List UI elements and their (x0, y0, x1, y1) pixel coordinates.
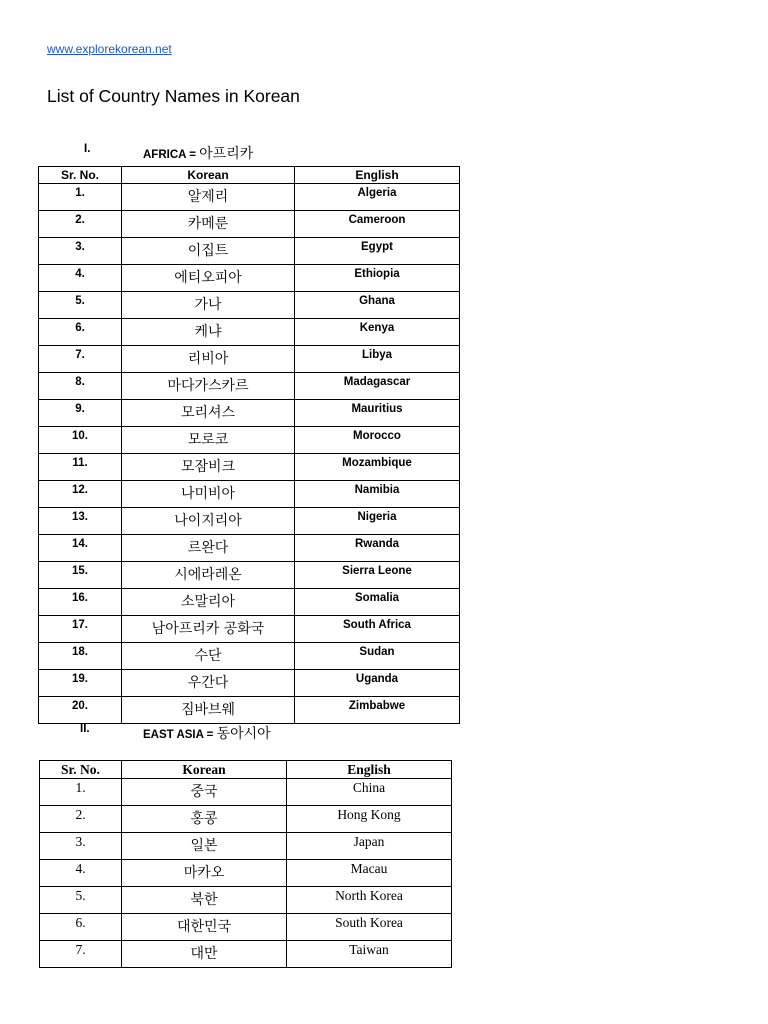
section-label-text: EAST ASIA = (143, 729, 214, 741)
english-name-cell: Namibia (295, 481, 460, 508)
korean-name-cell: 나미비아 (122, 481, 295, 508)
english-name-cell: South Africa (295, 616, 460, 643)
english-name-cell: Libya (295, 346, 460, 373)
table-row (39, 643, 460, 670)
english-name-cell: Cameroon (295, 211, 460, 238)
english-name-cell: Mozambique (295, 454, 460, 481)
korean-name-cell: 대한민국 (122, 914, 287, 941)
korean-name-cell: 알제리 (122, 184, 295, 211)
table-row (39, 697, 460, 724)
sr-no-cell: 7. (40, 941, 122, 968)
english-name-cell: Sierra Leone (295, 562, 460, 589)
english-name-cell: Sudan (295, 643, 460, 670)
column-header-sr-no: Sr. No. (39, 167, 122, 184)
table-row (40, 833, 452, 860)
english-name-cell: Ghana (295, 292, 460, 319)
korean-name-cell: 마다가스카르 (122, 373, 295, 400)
korean-name-cell: 가나 (122, 292, 295, 319)
page-title: List of Country Names in Korean (47, 86, 300, 106)
column-header-korean: Korean (122, 167, 295, 184)
sr-no-cell: 15. (39, 562, 122, 589)
korean-name-cell: 홍콩 (122, 806, 287, 833)
table-row (39, 400, 460, 427)
korean-name-cell: 이집트 (122, 238, 295, 265)
english-name-cell: Uganda (295, 670, 460, 697)
sr-no-cell: 3. (40, 833, 122, 860)
korean-name-cell: 에티오피아 (122, 265, 295, 292)
column-header-english: English (287, 761, 452, 779)
korean-name-cell: 일본 (122, 833, 287, 860)
section-number: II. (80, 723, 90, 735)
table-row (39, 562, 460, 589)
table-row (39, 454, 460, 481)
english-name-cell: North Korea (287, 887, 452, 914)
table-header-row (40, 761, 452, 779)
sr-no-cell: 2. (39, 211, 122, 238)
sr-no-cell: 9. (39, 400, 122, 427)
english-name-cell: Zimbabwe (295, 697, 460, 724)
english-name-cell: Rwanda (295, 535, 460, 562)
english-name-cell: Macau (287, 860, 452, 887)
korean-name-cell: 우간다 (122, 670, 295, 697)
korean-name-cell: 모리셔스 (122, 400, 295, 427)
table-row (40, 779, 452, 806)
sr-no-cell: 6. (39, 319, 122, 346)
section-number: I. (84, 143, 91, 155)
table-row (39, 373, 460, 400)
table-row (39, 670, 460, 697)
sr-no-cell: 1. (40, 779, 122, 806)
east-asia-table (39, 760, 452, 968)
table-row (40, 914, 452, 941)
sr-no-cell: 12. (39, 481, 122, 508)
sr-no-cell: 4. (39, 265, 122, 292)
english-name-cell: Ethiopia (295, 265, 460, 292)
sr-no-cell: 19. (39, 670, 122, 697)
table-row (39, 346, 460, 373)
table-row (39, 184, 460, 211)
english-name-cell: Nigeria (295, 508, 460, 535)
sr-no-cell: 5. (39, 292, 122, 319)
sr-no-cell: 6. (40, 914, 122, 941)
english-name-cell: South Korea (287, 914, 452, 941)
table-row (39, 508, 460, 535)
table-row (39, 616, 460, 643)
english-name-cell: Somalia (295, 589, 460, 616)
sr-no-cell: 3. (39, 238, 122, 265)
korean-name-cell: 마카오 (122, 860, 287, 887)
website-link[interactable]: www.explorekorean.net (47, 42, 172, 56)
table-row (40, 941, 452, 968)
english-name-cell: Hong Kong (287, 806, 452, 833)
sr-no-cell: 8. (39, 373, 122, 400)
sr-no-cell: 4. (40, 860, 122, 887)
english-name-cell: Kenya (295, 319, 460, 346)
korean-name-cell: 중국 (122, 779, 287, 806)
table-row (40, 860, 452, 887)
table-row (39, 427, 460, 454)
africa-table (38, 166, 460, 724)
sr-no-cell: 18. (39, 643, 122, 670)
table-row (39, 589, 460, 616)
section-label (143, 143, 253, 163)
section-label-korean: 아프리카 (199, 146, 254, 162)
english-name-cell: Mauritius (295, 400, 460, 427)
section-label-korean: 동아시아 (216, 726, 271, 742)
korean-name-cell: 소말리아 (122, 589, 295, 616)
sr-no-cell: 1. (39, 184, 122, 211)
sr-no-cell: 11. (39, 454, 122, 481)
table-row (39, 292, 460, 319)
table-row (39, 535, 460, 562)
table-row (39, 481, 460, 508)
korean-name-cell: 모로코 (122, 427, 295, 454)
english-name-cell: Egypt (295, 238, 460, 265)
korean-name-cell: 시에라레온 (122, 562, 295, 589)
table-row (39, 319, 460, 346)
column-header-english: English (295, 167, 460, 184)
sr-no-cell: 5. (40, 887, 122, 914)
table-row (39, 238, 460, 265)
korean-name-cell: 수단 (122, 643, 295, 670)
korean-name-cell: 카메룬 (122, 211, 295, 238)
korean-name-cell: 리비아 (122, 346, 295, 373)
english-name-cell: Taiwan (287, 941, 452, 968)
table-row (40, 806, 452, 833)
korean-name-cell: 나이지리아 (122, 508, 295, 535)
english-name-cell: Algeria (295, 184, 460, 211)
korean-name-cell: 케냐 (122, 319, 295, 346)
table-row (40, 887, 452, 914)
table-row (39, 265, 460, 292)
korean-name-cell: 북한 (122, 887, 287, 914)
column-header-korean: Korean (122, 761, 287, 779)
section-label-text: AFRICA = (143, 149, 196, 161)
sr-no-cell: 20. (39, 697, 122, 724)
english-name-cell: Madagascar (295, 373, 460, 400)
sr-no-cell: 7. (39, 346, 122, 373)
sr-no-cell: 14. (39, 535, 122, 562)
korean-name-cell: 남아프리카 공화국 (122, 616, 295, 643)
english-name-cell: Japan (287, 833, 452, 860)
section-label (143, 723, 271, 743)
sr-no-cell: 10. (39, 427, 122, 454)
sr-no-cell: 13. (39, 508, 122, 535)
column-header-sr-no: Sr. No. (40, 761, 122, 779)
korean-name-cell: 짐바브웨 (122, 697, 295, 724)
english-name-cell: China (287, 779, 452, 806)
section-heading-africa (84, 143, 464, 163)
table-header-row (39, 167, 460, 184)
korean-name-cell: 모잠비크 (122, 454, 295, 481)
sr-no-cell: 16. (39, 589, 122, 616)
table-row (39, 211, 460, 238)
english-name-cell: Morocco (295, 427, 460, 454)
sr-no-cell: 2. (40, 806, 122, 833)
korean-name-cell: 르완다 (122, 535, 295, 562)
section-heading-east-asia (80, 723, 460, 743)
korean-name-cell: 대만 (122, 941, 287, 968)
sr-no-cell: 17. (39, 616, 122, 643)
